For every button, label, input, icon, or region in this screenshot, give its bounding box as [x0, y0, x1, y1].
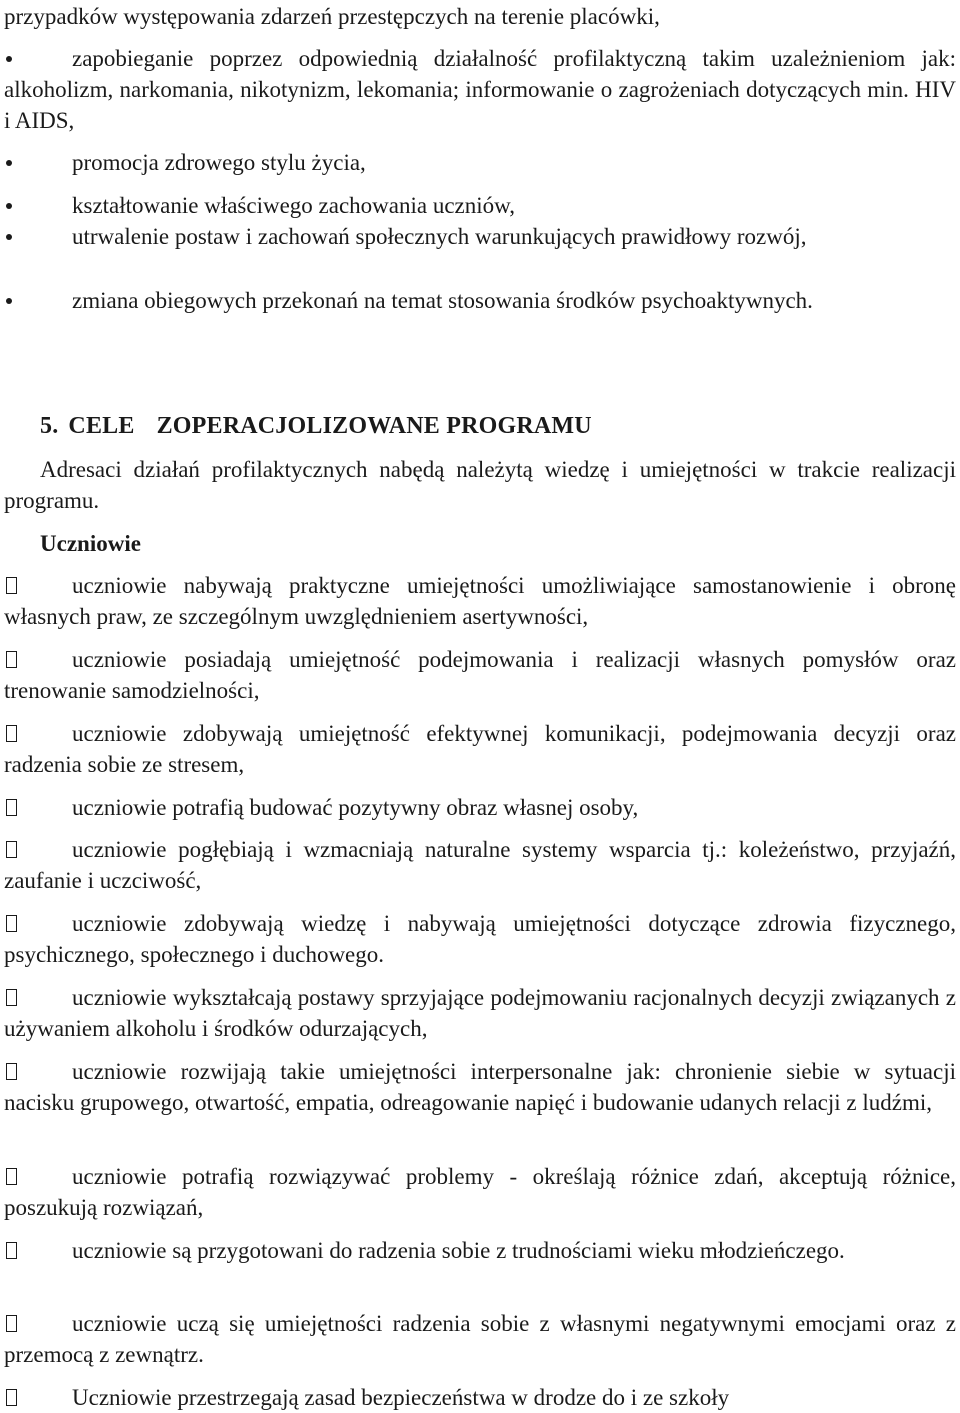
list-item-text: Uczniowie przestrzegają zasad bezpieczeństwa w drodze do i ze szkoły	[72, 1385, 730, 1410]
list-item-text: uczniowie potrafią budować pozytywny obraz własnej osoby,	[72, 795, 639, 820]
list-item-text: uczniowie nabywają praktyczne umiejętności umożliwiające samostanowienie i obronę własnych praw, ze szczególnym uwzględnieniem asertywności,	[4, 573, 956, 629]
list-item-text: uczniowie są przygotowani do radzenia sobie z trudnościami wieku młodzieńczego.	[72, 1238, 845, 1263]
bullet-text: zmiana obiegowych przekonań na temat stosowania środków psychoaktywnych.	[72, 288, 813, 313]
checkbox-glyph-icon	[6, 1168, 17, 1185]
list-item	[4, 982, 956, 1044]
list-item-text: uczniowie rozwijają takie umiejętności interpersonalne jak: chronienie siebie w sytuacji nacisku grupowego, otwartość, empatia, odreagowanie napięć i budowanie udanych relacji z ludźmi,	[4, 1059, 956, 1115]
section-number: 5.	[40, 413, 59, 439]
list-item	[4, 792, 956, 823]
list-item	[4, 644, 956, 706]
checkbox-glyph-icon	[6, 1063, 17, 1080]
bullet-text: promocja zdrowego stylu życia,	[72, 150, 366, 175]
list-item	[4, 1161, 956, 1223]
bullet-dot-icon	[6, 203, 12, 209]
bullet-dot-icon	[6, 234, 12, 240]
checkbox-glyph-icon	[6, 1315, 17, 1332]
continuation-line: przypadków występowania zdarzeń przestępczych na terenie placówki,	[4, 4, 660, 29]
list-item	[4, 1308, 956, 1370]
bullet-item	[4, 190, 956, 221]
bullet-dot-icon	[6, 298, 12, 304]
list-item-text: uczniowie pogłębiają i wzmacniają naturalne systemy wsparcia tj.: koleżeństwo, przyjaźń, zaufanie i uczciwość,	[4, 837, 956, 893]
list-item-text: uczniowie posiadają umiejętność podejmowania i realizacji własnych pomysłów oraz trenowanie samodzielności,	[4, 647, 956, 703]
list-item	[4, 1235, 956, 1266]
bullet-item	[4, 285, 956, 316]
list-item-text: uczniowie uczą się umiejętności radzenia sobie z własnymi negatywnymi emocjami oraz z przemocą z zewnątrz.	[4, 1311, 956, 1367]
bullet-dot-icon	[6, 56, 12, 62]
list-item-text: uczniowie zdobywają wiedzę i nabywają umiejętności dotyczące zdrowia fizycznego, psychicznego, społecznego i duchowego.	[4, 911, 956, 967]
checkbox-glyph-icon	[6, 989, 17, 1006]
section-intro: Adresaci działań profilaktycznych nabędą należytą wiedzę i umiejętności w trakcie realizacji programu.	[4, 457, 956, 513]
checkbox-glyph-icon	[6, 1242, 17, 1259]
list-item	[4, 908, 956, 970]
bullet-item	[4, 147, 956, 178]
bullet-item	[4, 221, 956, 252]
section-heading-rest: ZOPERACJOLIZOWANE PROGRAMU	[156, 413, 592, 439]
list-item-text: uczniowie potrafią rozwiązywać problemy - określają różnice zdań, akceptują różnice, poszukują rozwiązań,	[4, 1164, 956, 1220]
list-item	[4, 570, 956, 632]
bullet-text: zapobieganie poprzez odpowiednią działalność profilaktyczną takim uzależnieniom jak: alkoholizm, narkomania, nikotynizm, lekomania; informowanie o zagrożeniach dotyczących min. HIV i AIDS,	[4, 46, 956, 133]
bullet-text: utrwalenie postaw i zachowań społecznych warunkujących prawidłowy rozwój,	[72, 224, 807, 249]
checkbox-glyph-icon	[6, 1389, 17, 1406]
subheading-students: Uczniowie	[40, 531, 141, 556]
checkbox-glyph-icon	[6, 651, 17, 668]
list-item	[4, 718, 956, 780]
checkbox-glyph-icon	[6, 841, 17, 858]
list-item	[4, 834, 956, 896]
list-item-text: uczniowie wykształcają postawy sprzyjające podejmowaniu racjonalnych decyzji związanych z używaniem alkoholu i środków odurzających,	[4, 985, 956, 1041]
checkbox-glyph-icon	[6, 725, 17, 742]
bullet-dot-icon	[6, 160, 12, 166]
checkbox-glyph-icon	[6, 915, 17, 932]
list-item-text: uczniowie zdobywają umiejętność efektywnej komunikacji, podejmowania decyzji oraz radzenia sobie ze stresem,	[4, 721, 956, 777]
checkbox-glyph-icon	[6, 799, 17, 816]
section-heading-word: CELE	[68, 413, 135, 439]
list-item	[4, 1056, 956, 1118]
checkbox-glyph-icon	[6, 577, 17, 594]
section-heading	[40, 411, 592, 442]
bullet-item	[4, 43, 956, 136]
list-item	[4, 1382, 956, 1413]
bullet-text: kształtowanie właściwego zachowania uczniów,	[72, 193, 515, 218]
